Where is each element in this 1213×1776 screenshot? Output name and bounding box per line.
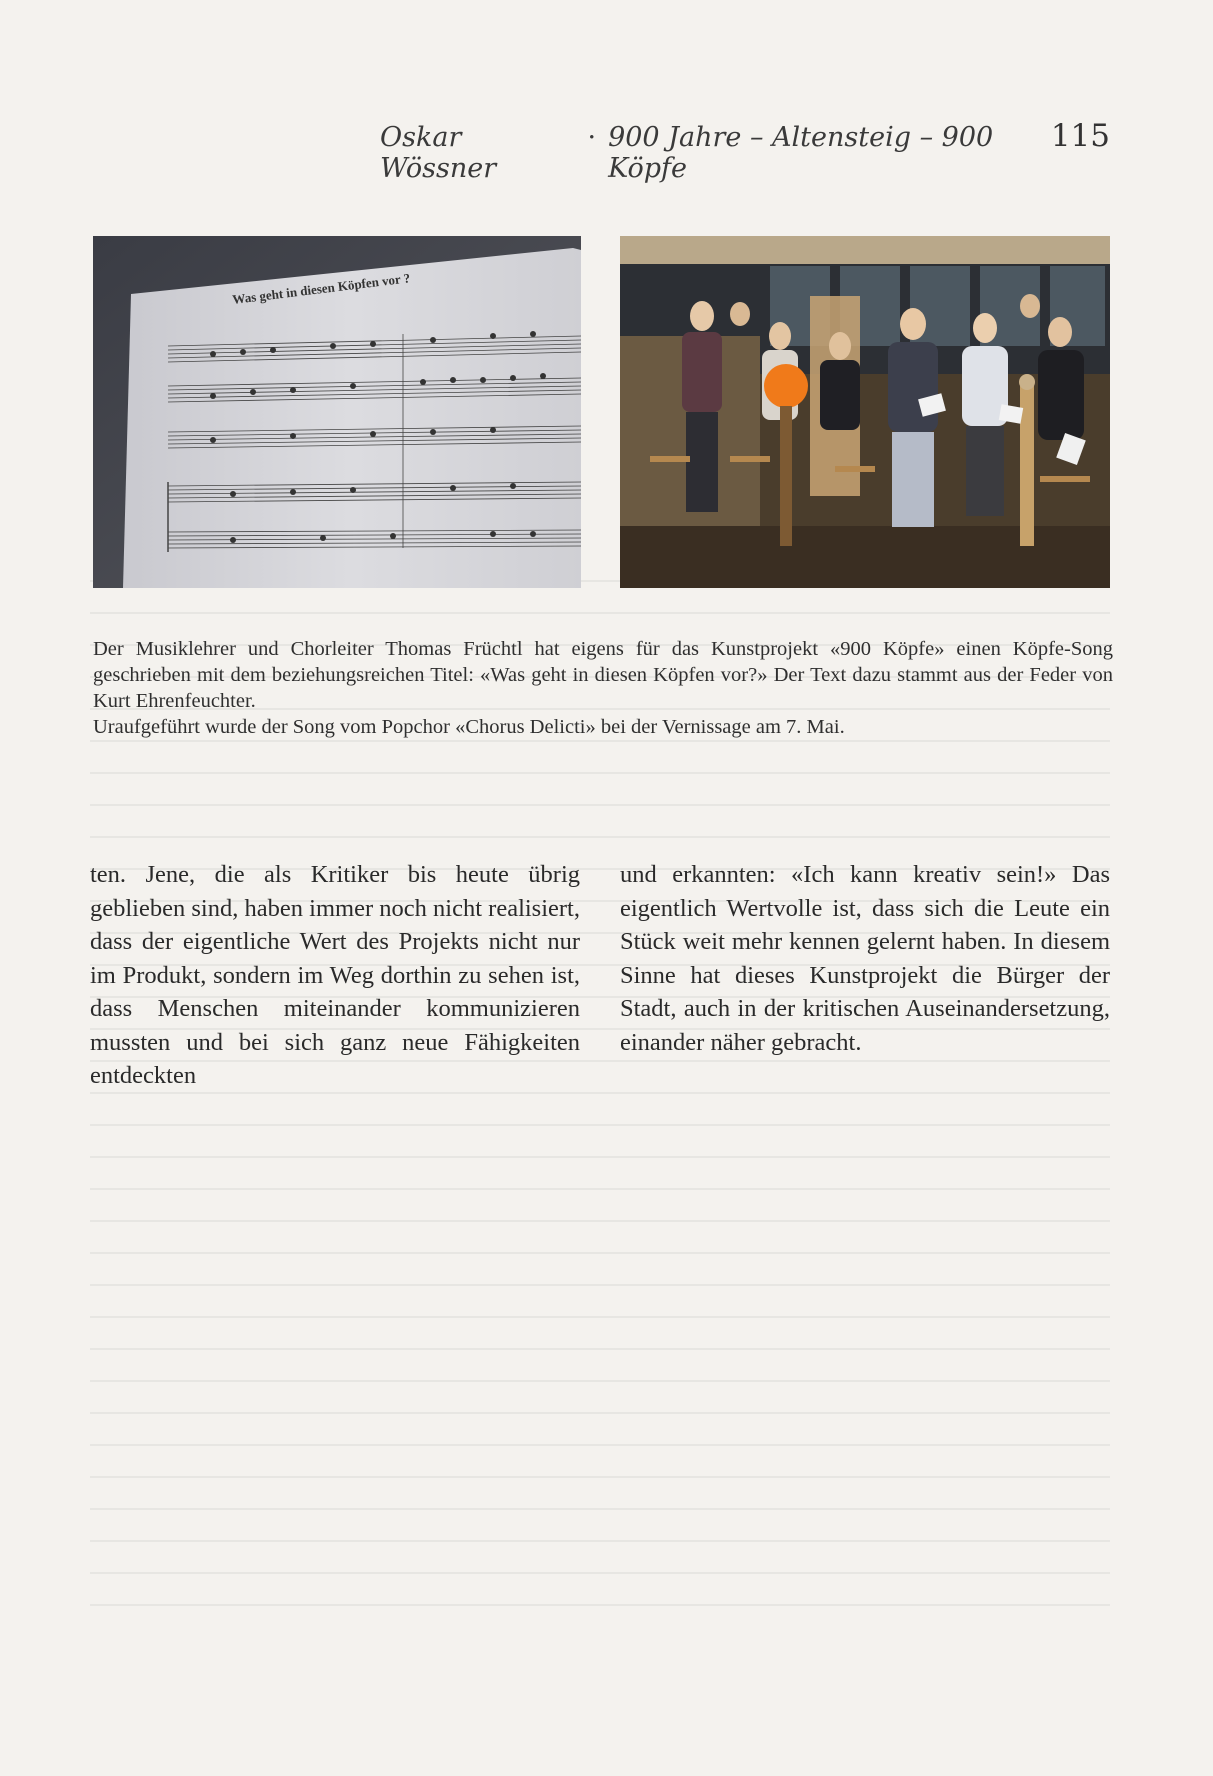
body-paragraph-right: und erkannten: «Ich kann kreativ sein!» Das eigentlich Wertvolle ist, dass sich die Leute ein Stück weit mehr kennen gelernt haben. In diesem Sinne hat dieses Kunstprojekt die Bürger der Stadt, auch in der kritischen Auseinandersetzung, einander näher gebracht. <box>620 861 1110 1056</box>
photo-choir <box>620 236 1110 588</box>
sheet-music-image <box>93 236 581 588</box>
photo-sheet-music <box>93 236 581 588</box>
body-column-right <box>620 858 1110 1059</box>
figure-caption <box>93 636 1113 740</box>
header-author: Oskar Wössner <box>380 122 497 184</box>
header-title: 900 Jahre – Altensteig – 900 Köpfe <box>608 122 994 184</box>
bleed-through-text <box>90 580 1110 1660</box>
page-number: 115 <box>1050 118 1110 154</box>
sheet-music-title: Was geht in diesen Köpfen vor ? <box>231 270 411 307</box>
orange-flower-prop <box>764 364 808 408</box>
caption-premiere-text: Uraufgeführt wurde der Song vom Popchor «Chorus Delicti» bei der Vernissage am 7. Mai. <box>93 716 845 738</box>
header-separator: · <box>587 122 597 153</box>
choir-image <box>620 236 1110 588</box>
body-column-left <box>90 858 580 1093</box>
running-header <box>380 118 1110 184</box>
body-paragraph-left: ten. Jene, die als Kritiker bis heute übrig geblieben sind, haben immer noch nicht realisiert, dass der eigentliche Wert des Projekts nicht nur im Produkt, sondern im Weg dorthin zu sehen ist, dass Menschen miteinander kommunizieren mussten und bei sich ganz neue Fähigkeiten entdeckten <box>90 861 580 1089</box>
caption-text: Der Musiklehrer und Chorleiter Thomas Früchtl hat eigens für das Kunstprojekt «900 Köpfe» einen Köpfe-Song geschrieben mit dem beziehungsreichen Titel: «Was geht in diesen Köpfen vor?» Der Text dazu stammt aus der Feder von Kurt Ehrenfeuchter. <box>93 638 1113 712</box>
